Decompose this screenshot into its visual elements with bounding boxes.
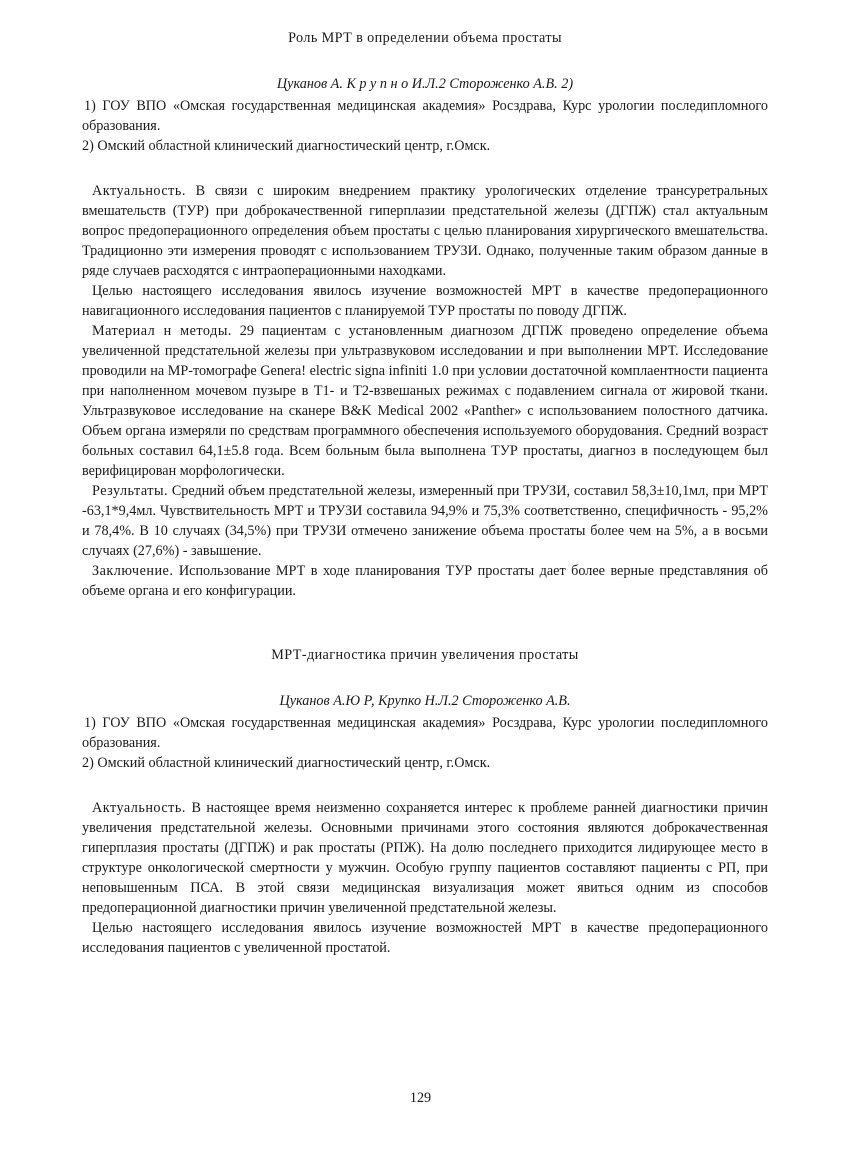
page-content (82, 28, 768, 958)
article-1-paragraph-methods (82, 321, 768, 481)
paragraph-lead: Материал н методы. (92, 323, 232, 339)
article-2-authors: Цуканов А.Ю Р, Крупко Н.Л.2 Стороженко А.В. (279, 693, 571, 709)
article-2-paragraph-relevance (82, 798, 768, 918)
article-2-paragraph-aim (82, 918, 768, 958)
paragraph-lead: Актуальность. (92, 800, 186, 816)
article-1-paragraph-aim (82, 281, 768, 321)
article-1-paragraph-conclusion (82, 561, 768, 601)
page-number: 129 (409, 1090, 432, 1106)
article-1-title: Роль МРТ в определении объема простаты (288, 30, 562, 46)
paragraph-text: Целью настоящего исследования явилось изучение возможностей МРТ в качестве предоперационного навигационного исследования пациентов с планируемой ТУР простаты по поводу ДГПЖ. (82, 283, 768, 319)
paragraph-lead: Актуальность. (92, 183, 186, 199)
article-2-title: МРТ-диагностика причин увеличения простаты (271, 647, 579, 663)
article-1-paragraph-relevance (82, 181, 768, 281)
article-1-affiliation-2: 2) Омский областной клинический диагностический центр, г.Омск. (82, 138, 491, 154)
paragraph-lead: Заключение. (92, 563, 174, 579)
paragraph-text: В связи с широким внедрением практику урологических отделение трансуретральных вмешательств (ТУР) при доброкачественной гиперплазии предстательной железы (ДГПЖ) стал актуальным вопрос предоперационного определения объем простаты с целью планирования хирургического вмешательства. Традиционно эти измерения проводят с использованием ТРУЗИ. Однако, полученные таким образом данные в ряде случаев расходятся с интраоперационными находками. (82, 183, 768, 279)
article-1-affiliation-1: 1) ГОУ ВПО «Омская государственная медицинская академия» Росздрава, Курс урологии последипломного образования. (82, 98, 768, 134)
article-2-affiliation-1: 1) ГОУ ВПО «Омская государственная медицинская академия» Росздрава, Курс урологии последипломного образования. (82, 715, 768, 751)
paragraph-text: В настоящее время неизменно сохраняется интерес к проблеме ранней диагностики причин увеличения предстательной железы. Основными причинами этого состояния являются доброкачественная гиперплазия простаты (ДГПЖ) и рак простаты (РПЖ). На долю последнего приходится лидирующее место в структуре онкологической смертности у мужчин. Особую группу пациентов составляют пациенты с РП, при неповышенным ПСА. В этой связи медицинская визуализация может явиться одним из способов предоперационной диагностики причин увеличенной предстательной железы. (82, 800, 768, 916)
paragraph-text: Использование МРТ в ходе планирования ТУР простаты дает более верные представляния об объеме органа и его конфигурации. (82, 563, 768, 599)
paragraph-text: 29 пациентам с установленным диагнозом ДГПЖ проведено определение объема увеличенной предстательной железы при ультразвуковом исследовании и при выполнении МРТ. Исследование проводили на МР-томографе Genera! electric signa infiniti 1.0 при условии достаточной комплаентности пациента при наполненном мочевом пузыре в Т1- и Т2-взвешаных режимах с подавлением сигнала от жировой ткани. Ультразвуковое исследование на сканере B&K Medical 2002 «Panther» с использованием полостного датчика. Объем органа измеряли по средствам программного обеспечения используемого оборудования. Средний возраст больных составил 64,1±5.8 года. Всем больным была выполнена ТУР простаты, диагноз в последующем был верифицирован морфологически. (82, 323, 768, 479)
paragraph-text: Целью настоящего исследования явилось изучение возможностей МРТ в качестве предоперационного исследования пациентов с увеличенной простатой. (82, 920, 768, 956)
article-1-authors: Цуканов А. К р у п н о И.Л.2 Стороженко А.В. 2) (276, 76, 574, 92)
paragraph-text: Средний объем предстательной железы, измеренный при ТРУЗИ, составил 58,3±10,1мл, при МРТ -63,1*9,4мл. Чувствительность МРТ и ТРУЗИ составила 94,9% и 75,3% соответственно, специфичность - 95,2% и 78,4%. В 10 случаях (34,5%) при ТРУЗИ отмечено занижение объема простаты более чем на 5%, а в восьми случаях (27,6%) - завышение. (82, 483, 768, 559)
article-2-affiliation-2: 2) Омский областной клинический диагностический центр, г.Омск. (82, 755, 491, 771)
paragraph-lead: Результаты. (92, 483, 169, 499)
article-1-paragraph-results (82, 481, 768, 561)
